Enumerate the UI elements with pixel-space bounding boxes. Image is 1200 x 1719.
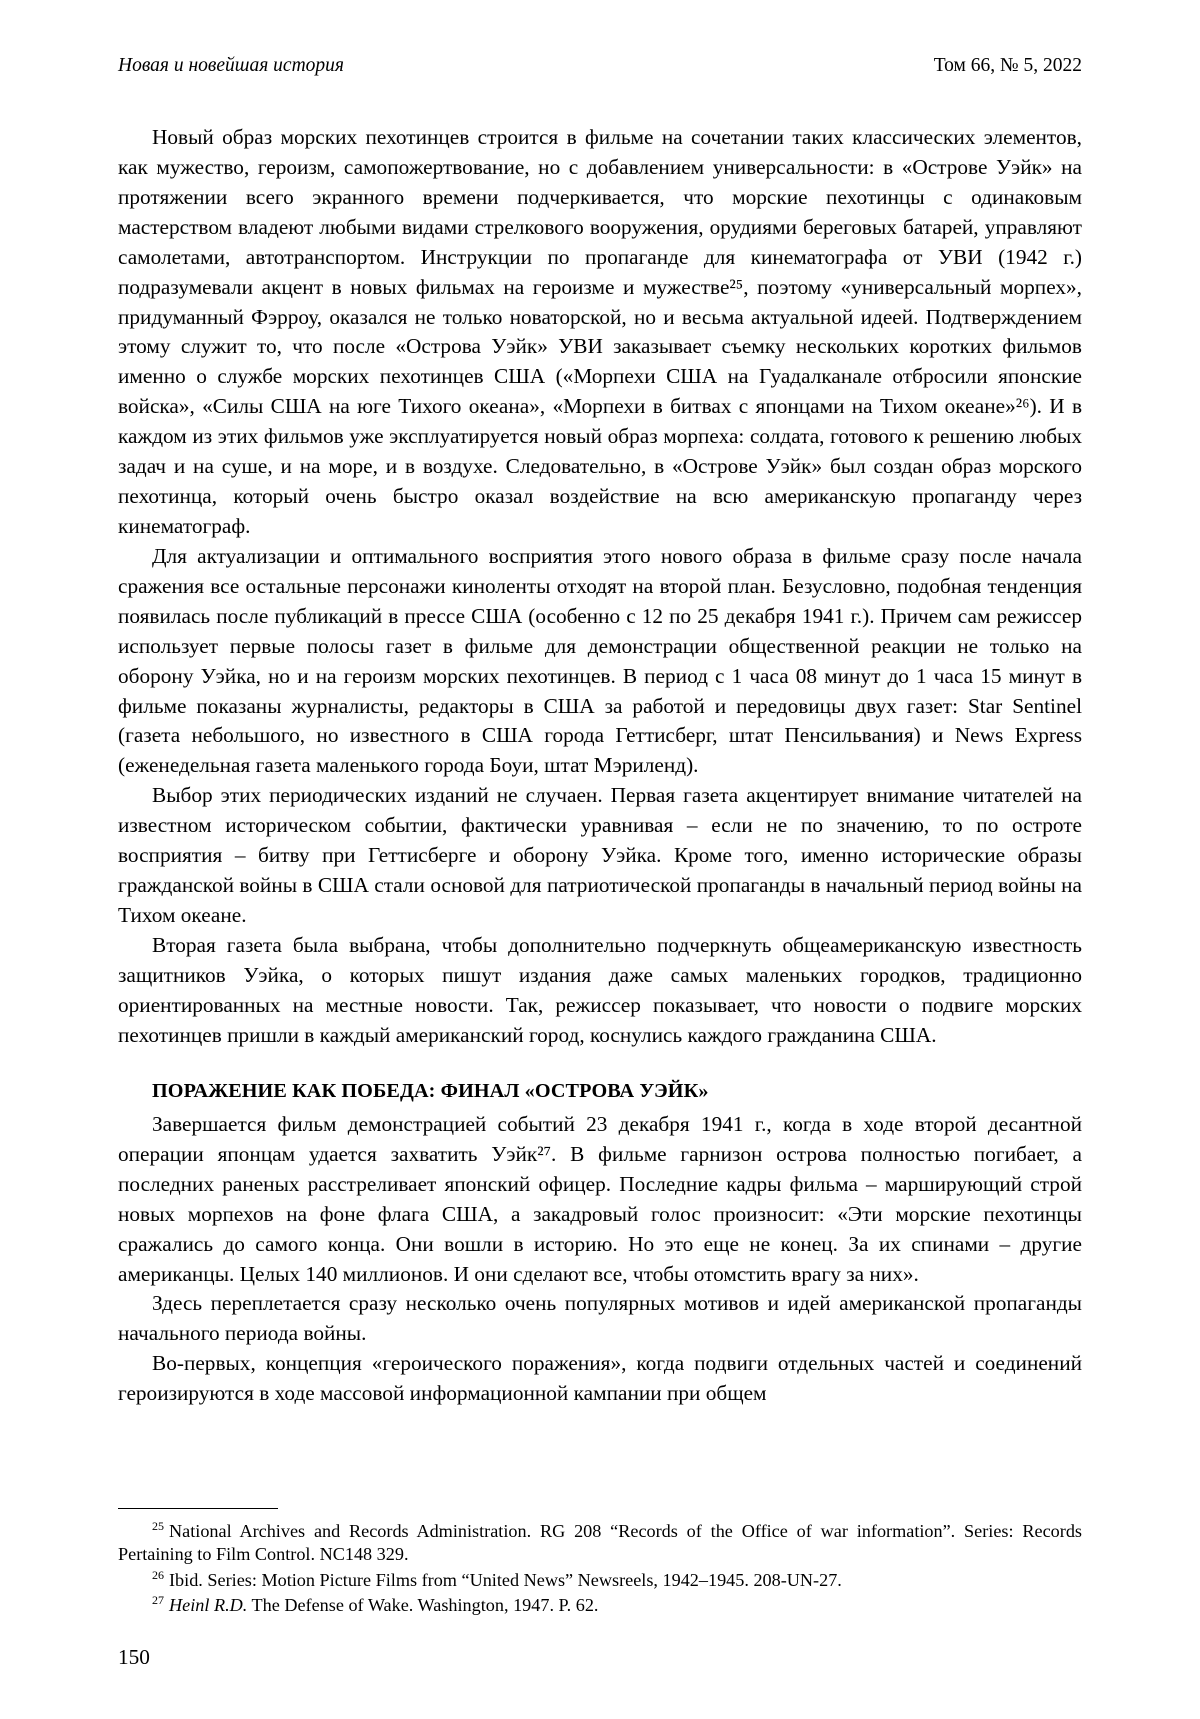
paragraph: Здесь переплетается сразу несколько очень популярных мотивов и идей американской пропаганды начального периода войны.	[118, 1291, 1082, 1346]
paragraph: Завершается фильм демонстрацией событий 23 декабря 1941 г., когда в ходе второй десантной операции японцам удается захватить Уэйк²⁷. В фильме гарнизон острова полностью погибает, а последних раненых расстреливает японский офицер. Последние кадры фильма – марширующий строй новых морпехов на фоне флага США, а закадровый голос произносит: «Эти морские пехотинцы сражались до самого конца. Они вошли в историю. Но это еще не конец. За их спинами – другие американцы. Целых 140 миллионов. И они сделают все, чтобы отомстить врагу за них».	[118, 1111, 1082, 1286]
footnote	[118, 1569, 1082, 1592]
paragraph: Выбор этих периодических изданий не случаен. Первая газета акцентирует внимание читателей на известном историческом событии, фактически уравнивая – если не по значению, то по остроте восприятия – битву при Геттисберге и оборону Уэйка. Кроме того, именно исторические образы гражданской войны в США стали основой для патриотической пропаганды в начальный период войны на Тихом океане.	[118, 783, 1082, 927]
paragraph: Для актуализации и оптимального восприятия этого нового образа в фильме сразу после начала сражения все остальные персонажи киноленты отходят на второй план. Безусловно, подобная тенденция появилась после публикаций в прессе США (особенно с 12 по 25 декабря 1941 г.). Причем сам режиссер использует первые полосы газет в фильме для демонстрации общественной реакции не только на оборону Уэйка, но и на героизм морских пехотинцев. В период с 1 часа 08 минут до 1 часа 15 минут в фильме показаны журналисты, редакторы в США за работой и передовицы двух газет: Star Sentinel (газета небольшого, но известного в США города Геттисберг, штат Пенсильвания) и News Express (еженедельная газета маленького города Боуи, штат Мэриленд).	[118, 543, 1082, 778]
footnote-number: 26	[152, 1567, 164, 1582]
footnotes-block	[118, 1508, 1082, 1619]
paragraph: Во-первых, концепция «героического поражения», когда подвиги отдельных частей и соединений героизируются в ходе массовой информационной кампании при общем	[118, 1351, 1082, 1406]
paragraph: Вторая газета была выбрана, чтобы дополнительно подчеркнуть общеамериканскую известность защитников Уэйка, о которых пишут издания даже самых маленьких городков, традиционно ориентированных на местные новости. Так, режиссер показывает, что новости о подвиге морских пехотинцев пришли в каждый американский город, коснулись каждого гражданина США.	[118, 932, 1082, 1047]
journal-title: Новая и новейшая история	[118, 55, 344, 76]
section-heading: ПОРАЖЕНИЕ КАК ПОБЕДА: ФИНАЛ «ОСТРОВА УЭЙК»	[152, 1079, 709, 1102]
footnote	[118, 1520, 1082, 1567]
footnote-separator	[118, 1508, 278, 1509]
page-number: 150	[118, 1645, 150, 1669]
footnote-number: 25	[152, 1518, 164, 1533]
footnote-text: Ibid. Series: Motion Picture Films from “United News” Newsreels, 1942–1945. 208-UN-27.	[169, 1569, 842, 1590]
footnote-number: 27	[152, 1592, 164, 1607]
footnote	[118, 1594, 1082, 1617]
footnote-text: National Archives and Records Administration. RG 208 “Records of the Office of war information”. Series: Records Pertaining to Film Control. NC148 329.	[118, 1521, 1082, 1565]
paragraph: Новый образ морских пехотинцев строится в фильме на сочетании таких классических элементов, как мужество, героизм, самопожертвование, но с добавлением универсальности: в «Острове Уэйк» на протяжении всего экранного времени подчеркивается, что морские пехотинцы с одинаковым мастерством владеют любыми видами стрелкового вооружения, орудиями береговых батарей, управляют самолетами, автотранспортом. Инструкции по пропаганде для кинематографа от УВИ (1942 г.) подразумевали акцент в новых фильмах на героизме и мужестве²⁵, поэтому «универсальный морпех», придуманный Фэрроу, оказался не только новаторской, но и весьма актуальной идеей. Подтверждением этому служит то, что после «Острова Уэйк» УВИ заказывает съемку нескольких коротких фильмов именно о службе морских пехотинцев США («Морпехи США на Гуадалканале отбросили японские войска», «Силы США на юге Тихого океана», «Морпехи в битвах с японцами на Тихом океане»²⁶). И в каждом из этих фильмов уже эксплуатируется новый образ морпеха: солдата, готового к решению любых задач и на суше, и на море, и в воздухе. Следовательно, в «Острове Уэйк» был создан образ морского пехотинца, который очень быстро оказал воздействие на всю американскую пропаганду через кинематограф.	[118, 125, 1082, 538]
footnote-text: The Defense of Wake. Washington, 1947. P. 62.	[247, 1594, 599, 1615]
issue-info: Том 66, № 5, 2022	[933, 55, 1082, 76]
running-head	[118, 55, 1082, 77]
article-body	[118, 123, 1082, 1409]
footnote-author: Heinl R.D.	[169, 1594, 248, 1615]
